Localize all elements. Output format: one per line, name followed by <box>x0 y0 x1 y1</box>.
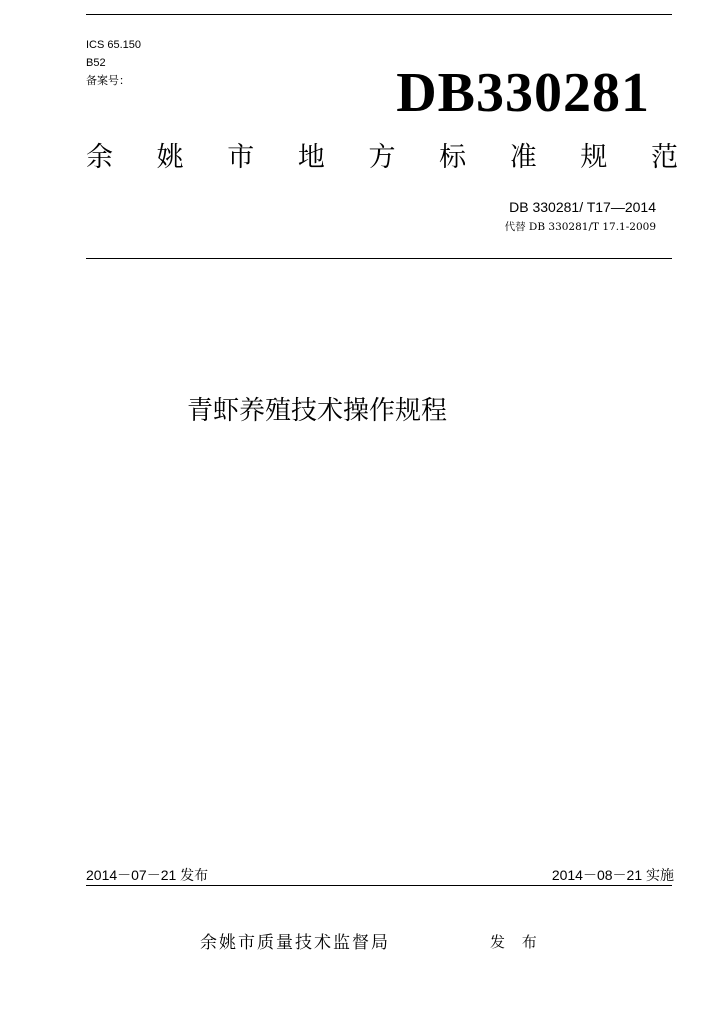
filing-number-label: 备案号： <box>86 75 130 87</box>
standard-type-char: 方 <box>368 142 396 173</box>
publish-label: 发 布 <box>490 933 543 951</box>
ics-code: ICS 65.150 <box>86 39 142 51</box>
implementation-date: 2014－08－21 实施 <box>551 867 674 883</box>
footer-divider-rule <box>86 885 672 886</box>
issue-date: 2014－07－21 发布 <box>86 867 209 883</box>
standard-type-char: 标 <box>439 142 467 173</box>
top-rule <box>86 14 672 15</box>
replaces-note: 代替 DB 330281/T 17.1-2009 <box>504 221 656 233</box>
standard-number: DB 330281/ T17—2014 <box>509 199 656 215</box>
standard-type-char: 地 <box>297 142 325 173</box>
standard-type-char: 准 <box>509 142 537 173</box>
standard-type-char: 余 <box>86 142 113 173</box>
standard-type-char: 姚 <box>156 142 184 173</box>
standard-code-heading: DB330281 <box>396 62 650 124</box>
issuing-authority: 余姚市质量技术监督局 <box>200 933 390 953</box>
standard-type-char: 范 <box>651 142 678 173</box>
header-divider-rule <box>86 258 672 259</box>
standard-type-heading <box>86 140 678 176</box>
classification-code: B52 <box>86 57 106 69</box>
standard-type-char: 市 <box>227 142 255 173</box>
standard-type-char: 规 <box>580 142 608 173</box>
document-title: 青虾养殖技术操作规程 <box>186 396 447 426</box>
